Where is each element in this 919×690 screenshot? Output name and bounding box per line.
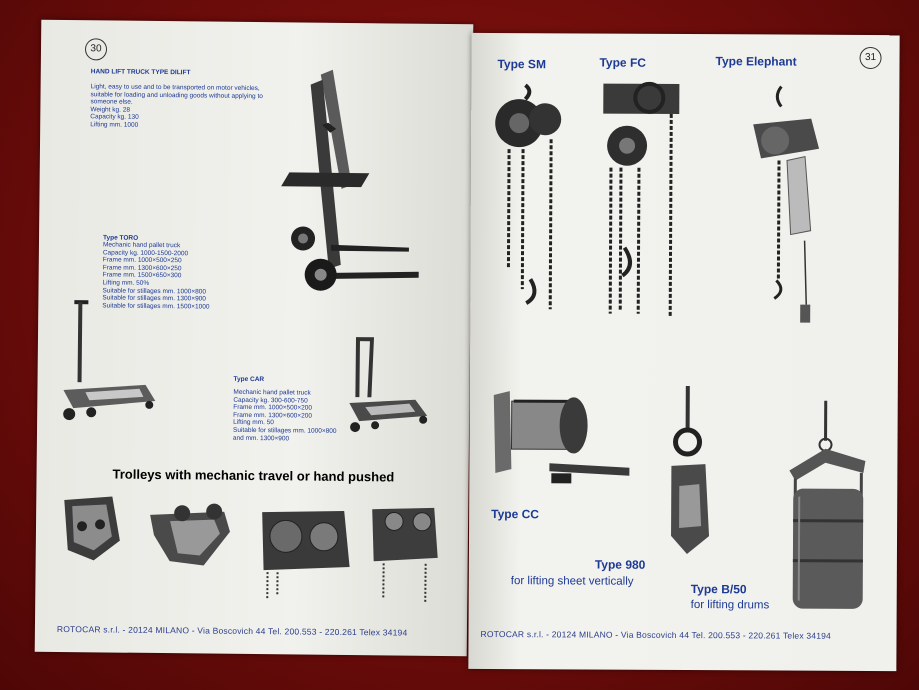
trolley-chain-2	[371, 507, 438, 602]
type-980-clamp-image	[661, 386, 722, 576]
dilift-line: Lifting mm. 1000	[90, 121, 139, 129]
dilift-title: HAND LIFT TRUCK TYPE DILIFT	[90, 68, 191, 77]
toro-truck-image	[55, 300, 166, 431]
trolley-geared	[150, 503, 231, 566]
dilift-line: Capacity kg. 130	[90, 113, 139, 122]
type-fc-hoist-image	[598, 78, 689, 318]
toro-line: Frame mm. 1300×600×250	[102, 264, 182, 273]
toro-line: Mechanic hand pallet truck	[102, 241, 181, 250]
left-footer: ROTOCAR s.r.l. - 20124 MILANO - Via Boscovich 44 Tel. 200.553 - 220.261 Telex 34194	[56, 623, 408, 638]
toro-line: Frame mm. 1000×500×250	[102, 256, 182, 265]
dilift-truck-image	[278, 64, 451, 306]
car-line: Mechanic hand pallet truck	[233, 388, 311, 397]
type-b50-caption: for lifting drums	[690, 599, 770, 612]
type-sm-label: Type SM	[497, 57, 546, 72]
page-number: 30	[85, 38, 107, 60]
toro-line: Suitable for stillages mm. 1500×1000	[102, 302, 210, 311]
car-line: Capacity kg. 300-600-750	[233, 396, 308, 405]
type-elephant-hoist-image	[746, 80, 837, 320]
right-footer: ROTOCAR s.r.l. - 20124 MILANO - Via Boscovich 44 Tel. 200.553 - 220.261 Telex 34194	[480, 628, 832, 641]
car-line: and mm. 1300×900	[232, 434, 290, 442]
trolley-chain-1	[261, 510, 350, 601]
dilift-line: Light, easy to use and to be transported on motor vehicles,	[90, 83, 260, 93]
car-line: Frame mm. 1000×500×200	[233, 403, 313, 412]
car-truck-image	[345, 337, 436, 448]
car-line: Suitable for stillages mm. 1000×800	[232, 426, 337, 435]
trolleys-heading: Trolleys with mechanic travel or hand pushed	[112, 466, 395, 485]
dilift-line: suitable for loading and unloading goods without applying to	[90, 90, 263, 100]
toro-title: Type TORO	[103, 234, 139, 242]
type-elephant-label: Type Elephant	[715, 54, 797, 69]
page-number: 31	[859, 47, 881, 69]
toro-line: Suitable for stillages mm. 1300×900	[102, 294, 206, 303]
type-980-caption: for lifting sheet vertically	[510, 575, 634, 588]
car-line: Frame mm. 1300×600×200	[233, 411, 313, 420]
trolleys-images	[53, 490, 454, 604]
trolley-plain	[64, 496, 121, 561]
type-fc-label: Type FC	[599, 55, 647, 70]
car-line: Lifting mm. 50	[233, 419, 274, 427]
toro-line: Capacity kg. 1000-1500-2000	[102, 249, 189, 257]
dilift-line: someone else.	[90, 98, 133, 106]
toro-line: Lifting mm. 50%	[102, 279, 150, 287]
toro-line: Suitable for stillages mm. 1000×800	[102, 286, 207, 296]
type-b50-drum-lifter-image	[785, 401, 876, 611]
toro-line: Frame mm. 1500×650×300	[102, 271, 182, 280]
left-page	[35, 20, 474, 656]
type-cc-label: Type CC	[491, 506, 539, 522]
type-b50-label: Type B/50	[690, 582, 747, 597]
right-page	[468, 33, 899, 671]
dilift-line: Weight kg. 28	[90, 106, 131, 114]
type-cc-winch-image	[489, 387, 640, 488]
type-980-label: Type 980	[594, 557, 646, 572]
car-title: Type CAR	[233, 375, 265, 384]
type-sm-hoist-image	[488, 79, 569, 319]
